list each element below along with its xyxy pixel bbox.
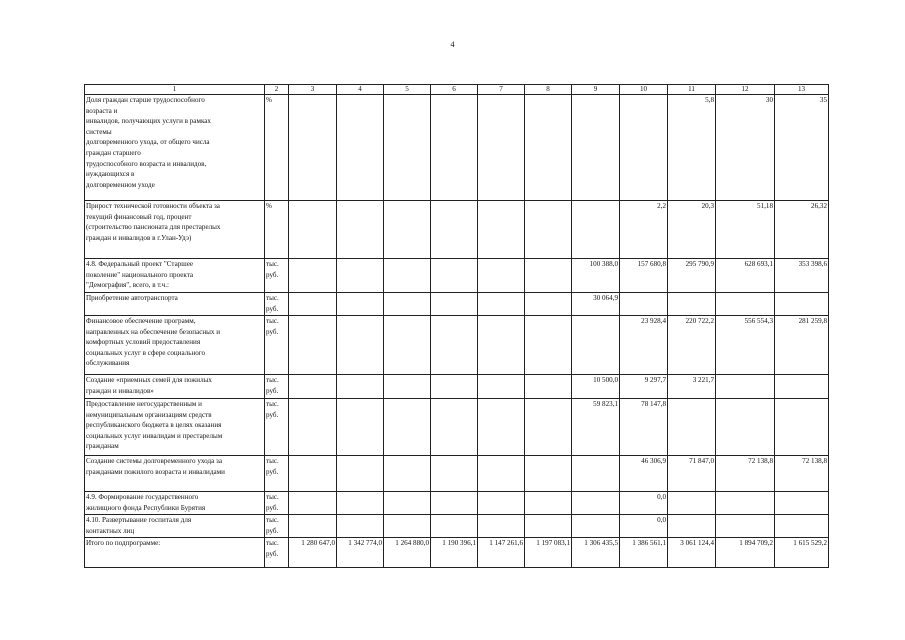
- value-cell: 59 823,1: [572, 399, 620, 456]
- value-cell: [384, 316, 431, 375]
- table-row: [85, 201, 829, 259]
- value-cell: 295 790,9: [668, 259, 716, 293]
- value-cell: 5,8: [668, 95, 716, 201]
- table-row: [85, 399, 829, 456]
- header-cell: 4: [337, 85, 384, 95]
- value-cell: [384, 375, 431, 399]
- value-cell: [775, 515, 829, 538]
- value-cell: [337, 316, 384, 375]
- value-cell: 20,3: [668, 201, 716, 259]
- value-cell: [431, 456, 478, 492]
- value-cell: [431, 515, 478, 538]
- value-cell: 23 928,4: [620, 316, 668, 375]
- value-cell: 78 147,8: [620, 399, 668, 456]
- row-unit-cell: %: [265, 201, 289, 259]
- value-cell: [775, 293, 829, 316]
- row-name-cell: Прирост технической готовности объекта за текущий финансовый год, процент (строительство пансионата для престарелых граждан и инвалидов в г.Улан-Удэ): [85, 201, 265, 259]
- value-cell: [775, 375, 829, 399]
- header-cell: 2: [265, 85, 289, 95]
- row-unit-cell: тыс. руб.: [265, 293, 289, 316]
- value-cell: [384, 95, 431, 201]
- row-name-cell: Создание «приемных семей для пожилых граждан и инвалидов»: [85, 375, 265, 399]
- value-cell: [289, 293, 337, 316]
- value-cell: [384, 259, 431, 293]
- table-row: [85, 95, 829, 201]
- row-name-cell: Итого по подпрограмме:: [85, 538, 265, 568]
- value-cell: 1 190 396,1: [431, 538, 478, 568]
- row-unit-cell: тыс. руб.: [265, 538, 289, 568]
- value-cell: 100 388,0: [572, 259, 620, 293]
- value-cell: 3 221,7: [668, 375, 716, 399]
- value-cell: [384, 456, 431, 492]
- row-name-cell: 4.8. Федеральный проект "Старшее поколение" национального проекта "Демография", всего, в т.ч.:: [85, 259, 265, 293]
- value-cell: [668, 515, 716, 538]
- value-cell: [525, 399, 572, 456]
- value-cell: 51,18: [716, 201, 775, 259]
- value-cell: 30 064,9: [572, 293, 620, 316]
- table-row: [85, 316, 829, 375]
- row-name-cell: Создание системы долговременного ухода за гражданами пожилого возраста и инвалидами: [85, 456, 265, 492]
- header-cell: 5: [384, 85, 431, 95]
- value-cell: [478, 293, 525, 316]
- value-cell: [620, 293, 668, 316]
- value-cell: [384, 293, 431, 316]
- value-cell: [431, 201, 478, 259]
- value-cell: [337, 492, 384, 515]
- value-cell: [384, 515, 431, 538]
- value-cell: [478, 95, 525, 201]
- value-cell: 2,2: [620, 201, 668, 259]
- value-cell: 72 138,8: [775, 456, 829, 492]
- row-unit-cell: тыс. руб.: [265, 375, 289, 399]
- value-cell: 1 615 529,2: [775, 538, 829, 568]
- header-cell: 7: [478, 85, 525, 95]
- header-cell: 9: [572, 85, 620, 95]
- value-cell: [525, 201, 572, 259]
- value-cell: [478, 515, 525, 538]
- value-cell: [716, 492, 775, 515]
- value-cell: [289, 95, 337, 201]
- value-cell: 281 259,8: [775, 316, 829, 375]
- value-cell: [289, 375, 337, 399]
- value-cell: [775, 492, 829, 515]
- table-row: [85, 538, 829, 568]
- value-cell: [384, 399, 431, 456]
- value-cell: 71 847,0: [668, 456, 716, 492]
- value-cell: [668, 399, 716, 456]
- value-cell: 556 554,3: [716, 316, 775, 375]
- row-unit-cell: тыс. руб.: [265, 259, 289, 293]
- value-cell: [525, 259, 572, 293]
- value-cell: [478, 456, 525, 492]
- value-cell: [431, 293, 478, 316]
- table-row: [85, 456, 829, 492]
- header-cell: 3: [289, 85, 337, 95]
- value-cell: [572, 515, 620, 538]
- value-cell: [525, 95, 572, 201]
- value-cell: 353 398,6: [775, 259, 829, 293]
- value-cell: [525, 316, 572, 375]
- subprogram-table: [84, 84, 829, 568]
- value-cell: [775, 399, 829, 456]
- value-cell: [337, 259, 384, 293]
- table-row: [85, 259, 829, 293]
- table-row: [85, 293, 829, 316]
- value-cell: [289, 399, 337, 456]
- value-cell: [525, 293, 572, 316]
- value-cell: [337, 456, 384, 492]
- value-cell: [289, 492, 337, 515]
- value-cell: 220 722,2: [668, 316, 716, 375]
- header-cell: 13: [775, 85, 829, 95]
- header-cell: 1: [85, 85, 265, 95]
- row-name-cell: 4.9. Формирование государственного жилищного фонда Республики Бурятия: [85, 492, 265, 515]
- value-cell: [572, 316, 620, 375]
- value-cell: [572, 456, 620, 492]
- value-cell: [337, 399, 384, 456]
- table-row: [85, 492, 829, 515]
- value-cell: 9 297,7: [620, 375, 668, 399]
- value-cell: 1 342 774,0: [337, 538, 384, 568]
- value-cell: 35: [775, 95, 829, 201]
- value-cell: [716, 515, 775, 538]
- value-cell: [337, 515, 384, 538]
- value-cell: 1 894 709,2: [716, 538, 775, 568]
- value-cell: [337, 375, 384, 399]
- value-cell: 3 061 124,4: [668, 538, 716, 568]
- value-cell: [431, 259, 478, 293]
- value-cell: 0,0: [620, 492, 668, 515]
- value-cell: [668, 492, 716, 515]
- header-cell: 8: [525, 85, 572, 95]
- row-name-cell: Финансовое обеспечение программ, направленных на обеспечение безопасных и комфортных условий предоставления социальных услуг в сфере социального обслуживания: [85, 316, 265, 375]
- value-cell: [716, 375, 775, 399]
- row-unit-cell: тыс. руб.: [265, 492, 289, 515]
- row-name-cell: Доля граждан старше трудоспособного возраста и инвалидов, получающих услуги в рамках системы долговременного ухода, от общего числа граждан старшего трудоспособного возраста и инвалидов, нуждающихся в долговременном уходе: [85, 95, 265, 201]
- value-cell: [478, 375, 525, 399]
- row-name-cell: 4.10. Развертывание госпиталя для контактных лиц: [85, 515, 265, 538]
- value-cell: [525, 456, 572, 492]
- value-cell: 72 138,8: [716, 456, 775, 492]
- value-cell: [478, 316, 525, 375]
- value-cell: 26,32: [775, 201, 829, 259]
- value-cell: [337, 293, 384, 316]
- row-name-cell: Предоставление негосударственным и немуниципальным организациям средств республиканского бюджета в целях оказания социальных услуг инвалидам и престарелым гражданам: [85, 399, 265, 456]
- value-cell: [431, 399, 478, 456]
- value-cell: 46 306,9: [620, 456, 668, 492]
- row-unit-cell: %: [265, 95, 289, 201]
- value-cell: [384, 201, 431, 259]
- value-cell: [289, 515, 337, 538]
- value-cell: 1 386 561,1: [620, 538, 668, 568]
- row-unit-cell: тыс. руб.: [265, 399, 289, 456]
- value-cell: [289, 456, 337, 492]
- value-cell: [478, 492, 525, 515]
- row-unit-cell: тыс. руб.: [265, 515, 289, 538]
- value-cell: [525, 375, 572, 399]
- value-cell: 1 147 261,6: [478, 538, 525, 568]
- value-cell: 1 264 880,0: [384, 538, 431, 568]
- row-unit-cell: тыс. руб.: [265, 456, 289, 492]
- value-cell: 1 280 647,0: [289, 538, 337, 568]
- value-cell: [716, 293, 775, 316]
- value-cell: [289, 201, 337, 259]
- value-cell: [668, 293, 716, 316]
- value-cell: [478, 399, 525, 456]
- header-cell: 10: [620, 85, 668, 95]
- row-unit-cell: тыс. руб.: [265, 316, 289, 375]
- table-header: [85, 85, 829, 95]
- value-cell: [431, 316, 478, 375]
- value-cell: [431, 492, 478, 515]
- header-row: [85, 85, 829, 95]
- row-name-cell: Приобретение автотранспорта: [85, 293, 265, 316]
- value-cell: [289, 259, 337, 293]
- value-cell: 1 306 435,5: [572, 538, 620, 568]
- value-cell: [431, 95, 478, 201]
- value-cell: [384, 492, 431, 515]
- header-cell: 6: [431, 85, 478, 95]
- value-cell: [289, 316, 337, 375]
- value-cell: [431, 375, 478, 399]
- value-cell: 1 197 083,1: [525, 538, 572, 568]
- header-cell: 12: [716, 85, 775, 95]
- table-row: [85, 515, 829, 538]
- table-row: [85, 375, 829, 399]
- value-cell: [337, 201, 384, 259]
- value-cell: [716, 399, 775, 456]
- value-cell: [525, 492, 572, 515]
- value-cell: [478, 259, 525, 293]
- value-cell: [337, 95, 384, 201]
- value-cell: 628 693,1: [716, 259, 775, 293]
- table-body: [85, 95, 829, 568]
- value-cell: 30: [716, 95, 775, 201]
- value-cell: [572, 492, 620, 515]
- page-number: 4: [450, 40, 455, 49]
- value-cell: [620, 95, 668, 201]
- value-cell: [572, 201, 620, 259]
- value-cell: 10 500,0: [572, 375, 620, 399]
- value-cell: 157 680,8: [620, 259, 668, 293]
- value-cell: [525, 515, 572, 538]
- value-cell: [478, 201, 525, 259]
- header-cell: 11: [668, 85, 716, 95]
- value-cell: 0,0: [620, 515, 668, 538]
- value-cell: [572, 95, 620, 201]
